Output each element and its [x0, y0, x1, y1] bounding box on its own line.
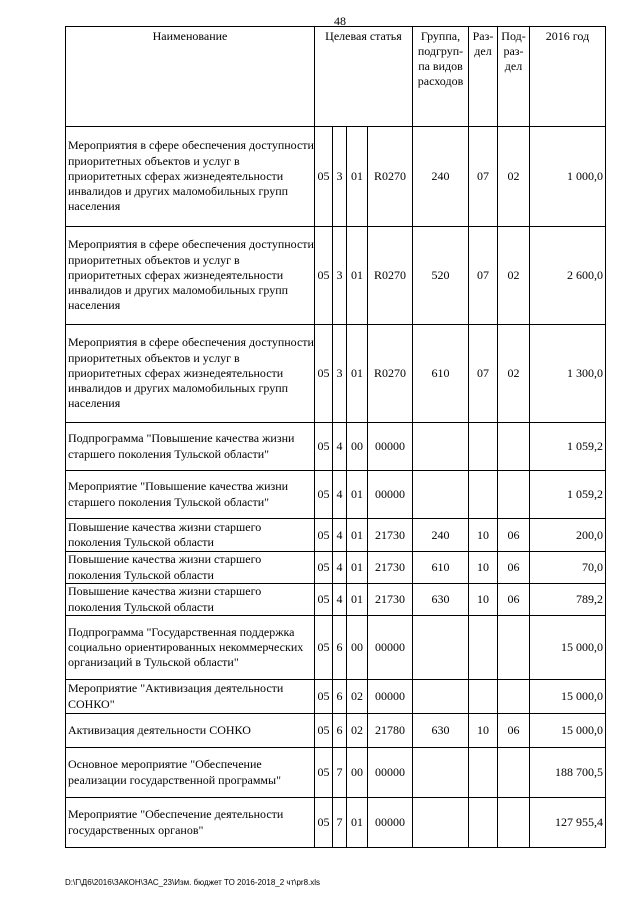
target-code-4-cell: 21730: [368, 584, 413, 616]
target-code-1-cell: 05: [315, 552, 333, 584]
group-cell: [413, 616, 469, 680]
group-cell: 520: [413, 227, 469, 325]
target-code-3-cell: 02: [347, 714, 368, 748]
group-cell: [413, 680, 469, 714]
footer-file-path: D:\Г\Д6\2016\ЗАКОН\ЗАС_23\Изм. бюджет ТО 2016-2018_2 чт\pr8.xls: [65, 878, 321, 887]
amount-cell: 15 000,0: [530, 616, 606, 680]
target-code-3-cell: 01: [347, 584, 368, 616]
target-code-2-cell: 6: [333, 680, 347, 714]
row-name-cell: Мероприятие "Активизация деятельности СОНКО": [66, 680, 315, 714]
subsection-cell: [498, 423, 530, 471]
target-code-3-cell: 01: [347, 127, 368, 227]
table-row: [66, 680, 606, 714]
section-cell: [469, 471, 498, 519]
target-code-2-cell: 6: [333, 616, 347, 680]
target-code-1-cell: 05: [315, 127, 333, 227]
target-code-3-cell: 01: [347, 325, 368, 423]
table-row: [66, 714, 606, 748]
amount-cell: 789,2: [530, 584, 606, 616]
row-name-cell: Повышение качества жизни старшего поколения Тульской области: [66, 584, 315, 616]
table-row: [66, 748, 606, 798]
group-cell: 630: [413, 714, 469, 748]
table-row: [66, 519, 606, 552]
section-cell: 07: [469, 227, 498, 325]
table-header-row: [66, 27, 606, 127]
amount-cell: 200,0: [530, 519, 606, 552]
section-cell: [469, 748, 498, 798]
section-cell: [469, 798, 498, 848]
table-row: [66, 127, 606, 227]
group-cell: 240: [413, 127, 469, 227]
target-code-4-cell: R0270: [368, 127, 413, 227]
row-name-cell: Мероприятия в сфере обеспечения доступности приоритетных объектов и услуг в приоритетных сферах жизнедеятельности инвалидов и других маломобильных групп населения: [66, 227, 315, 325]
section-cell: 10: [469, 714, 498, 748]
target-code-2-cell: 4: [333, 471, 347, 519]
target-code-4-cell: 00000: [368, 748, 413, 798]
group-cell: 610: [413, 552, 469, 584]
table-body: [66, 127, 606, 848]
amount-cell: 15 000,0: [530, 680, 606, 714]
budget-table: [65, 26, 606, 848]
row-name-cell: Повышение качества жизни старшего поколения Тульской области: [66, 519, 315, 552]
amount-cell: 15 000,0: [530, 714, 606, 748]
amount-cell: 2 600,0: [530, 227, 606, 325]
target-code-4-cell: 00000: [368, 471, 413, 519]
amount-cell: 1 059,2: [530, 471, 606, 519]
section-cell: [469, 616, 498, 680]
row-name-cell: Мероприятие "Обеспечение деятельности государственных органов": [66, 798, 315, 848]
table-row: [66, 423, 606, 471]
target-code-2-cell: 4: [333, 584, 347, 616]
target-code-4-cell: 00000: [368, 616, 413, 680]
target-code-3-cell: 00: [347, 423, 368, 471]
target-code-2-cell: 4: [333, 423, 347, 471]
amount-cell: 1 300,0: [530, 325, 606, 423]
header-group: Группа, подгруп- па видов расходов: [413, 27, 469, 127]
section-cell: 10: [469, 552, 498, 584]
target-code-3-cell: 01: [347, 552, 368, 584]
target-code-3-cell: 01: [347, 471, 368, 519]
target-code-1-cell: 05: [315, 471, 333, 519]
subsection-cell: [498, 471, 530, 519]
target-code-1-cell: 05: [315, 680, 333, 714]
amount-cell: 70,0: [530, 552, 606, 584]
table-row: [66, 227, 606, 325]
subsection-cell: [498, 748, 530, 798]
target-code-3-cell: 01: [347, 519, 368, 552]
target-code-1-cell: 05: [315, 714, 333, 748]
target-code-1-cell: 05: [315, 519, 333, 552]
target-code-1-cell: 05: [315, 798, 333, 848]
target-code-1-cell: 05: [315, 616, 333, 680]
subsection-cell: 06: [498, 584, 530, 616]
target-code-1-cell: 05: [315, 325, 333, 423]
target-code-2-cell: 3: [333, 227, 347, 325]
subsection-cell: 06: [498, 714, 530, 748]
target-code-4-cell: R0270: [368, 227, 413, 325]
target-code-3-cell: 01: [347, 798, 368, 848]
group-cell: [413, 748, 469, 798]
header-target: Целевая статья: [315, 27, 413, 127]
subsection-cell: 02: [498, 127, 530, 227]
row-name-cell: Мероприятия в сфере обеспечения доступности приоритетных объектов и услуг в приоритетных сферах жизнедеятельности инвалидов и других маломобильных групп населения: [66, 127, 315, 227]
table-row: [66, 798, 606, 848]
subsection-cell: 02: [498, 325, 530, 423]
row-name-cell: Подпрограмма "Государственная поддержка социально ориентированных некоммерческих организаций в Тульской области": [66, 616, 315, 680]
table-row: [66, 584, 606, 616]
header-subsection: Под- раз- дел: [498, 27, 530, 127]
row-name-cell: Мероприятия в сфере обеспечения доступности приоритетных объектов и услуг в приоритетных сферах жизнедеятельности инвалидов и других маломобильных групп населения: [66, 325, 315, 423]
target-code-2-cell: 3: [333, 325, 347, 423]
target-code-2-cell: 4: [333, 519, 347, 552]
target-code-4-cell: 21730: [368, 519, 413, 552]
target-code-2-cell: 7: [333, 748, 347, 798]
target-code-3-cell: 02: [347, 680, 368, 714]
section-cell: 10: [469, 584, 498, 616]
group-cell: 240: [413, 519, 469, 552]
section-cell: 07: [469, 325, 498, 423]
subsection-cell: [498, 616, 530, 680]
target-code-3-cell: 00: [347, 616, 368, 680]
group-cell: [413, 423, 469, 471]
amount-cell: 127 955,4: [530, 798, 606, 848]
amount-cell: 1 059,2: [530, 423, 606, 471]
page-number: 48: [334, 14, 346, 28]
group-cell: [413, 798, 469, 848]
section-cell: [469, 423, 498, 471]
target-code-3-cell: 00: [347, 748, 368, 798]
row-name-cell: Подпрограмма "Повышение качества жизни старшего поколения Тульской области": [66, 423, 315, 471]
subsection-cell: 06: [498, 519, 530, 552]
target-code-4-cell: 00000: [368, 680, 413, 714]
target-code-4-cell: 00000: [368, 798, 413, 848]
target-code-1-cell: 05: [315, 584, 333, 616]
table-row: [66, 325, 606, 423]
subsection-cell: 06: [498, 552, 530, 584]
target-code-2-cell: 7: [333, 798, 347, 848]
table-row: [66, 471, 606, 519]
row-name-cell: Повышение качества жизни старшего поколения Тульской области: [66, 552, 315, 584]
row-name-cell: Мероприятие "Повышение качества жизни старшего поколения Тульской области": [66, 471, 315, 519]
table-row: [66, 616, 606, 680]
target-code-4-cell: R0270: [368, 325, 413, 423]
header-year: 2016 год: [530, 27, 606, 127]
group-cell: 610: [413, 325, 469, 423]
amount-cell: 188 700,5: [530, 748, 606, 798]
subsection-cell: [498, 680, 530, 714]
target-code-3-cell: 01: [347, 227, 368, 325]
target-code-4-cell: 21780: [368, 714, 413, 748]
target-code-4-cell: 21730: [368, 552, 413, 584]
row-name-cell: Активизация деятельности СОНКО: [66, 714, 315, 748]
target-code-1-cell: 05: [315, 748, 333, 798]
target-code-1-cell: 05: [315, 423, 333, 471]
group-cell: [413, 471, 469, 519]
section-cell: [469, 680, 498, 714]
target-code-2-cell: 6: [333, 714, 347, 748]
target-code-2-cell: 3: [333, 127, 347, 227]
section-cell: 10: [469, 519, 498, 552]
header-section: Раз- дел: [469, 27, 498, 127]
subsection-cell: 02: [498, 227, 530, 325]
section-cell: 07: [469, 127, 498, 227]
table-row: [66, 552, 606, 584]
amount-cell: 1 000,0: [530, 127, 606, 227]
header-name: Наименование: [66, 27, 315, 127]
target-code-2-cell: 4: [333, 552, 347, 584]
target-code-4-cell: 00000: [368, 423, 413, 471]
subsection-cell: [498, 798, 530, 848]
row-name-cell: Основное мероприятие "Обеспечение реализации государственной программы": [66, 748, 315, 798]
target-code-1-cell: 05: [315, 227, 333, 325]
group-cell: 630: [413, 584, 469, 616]
